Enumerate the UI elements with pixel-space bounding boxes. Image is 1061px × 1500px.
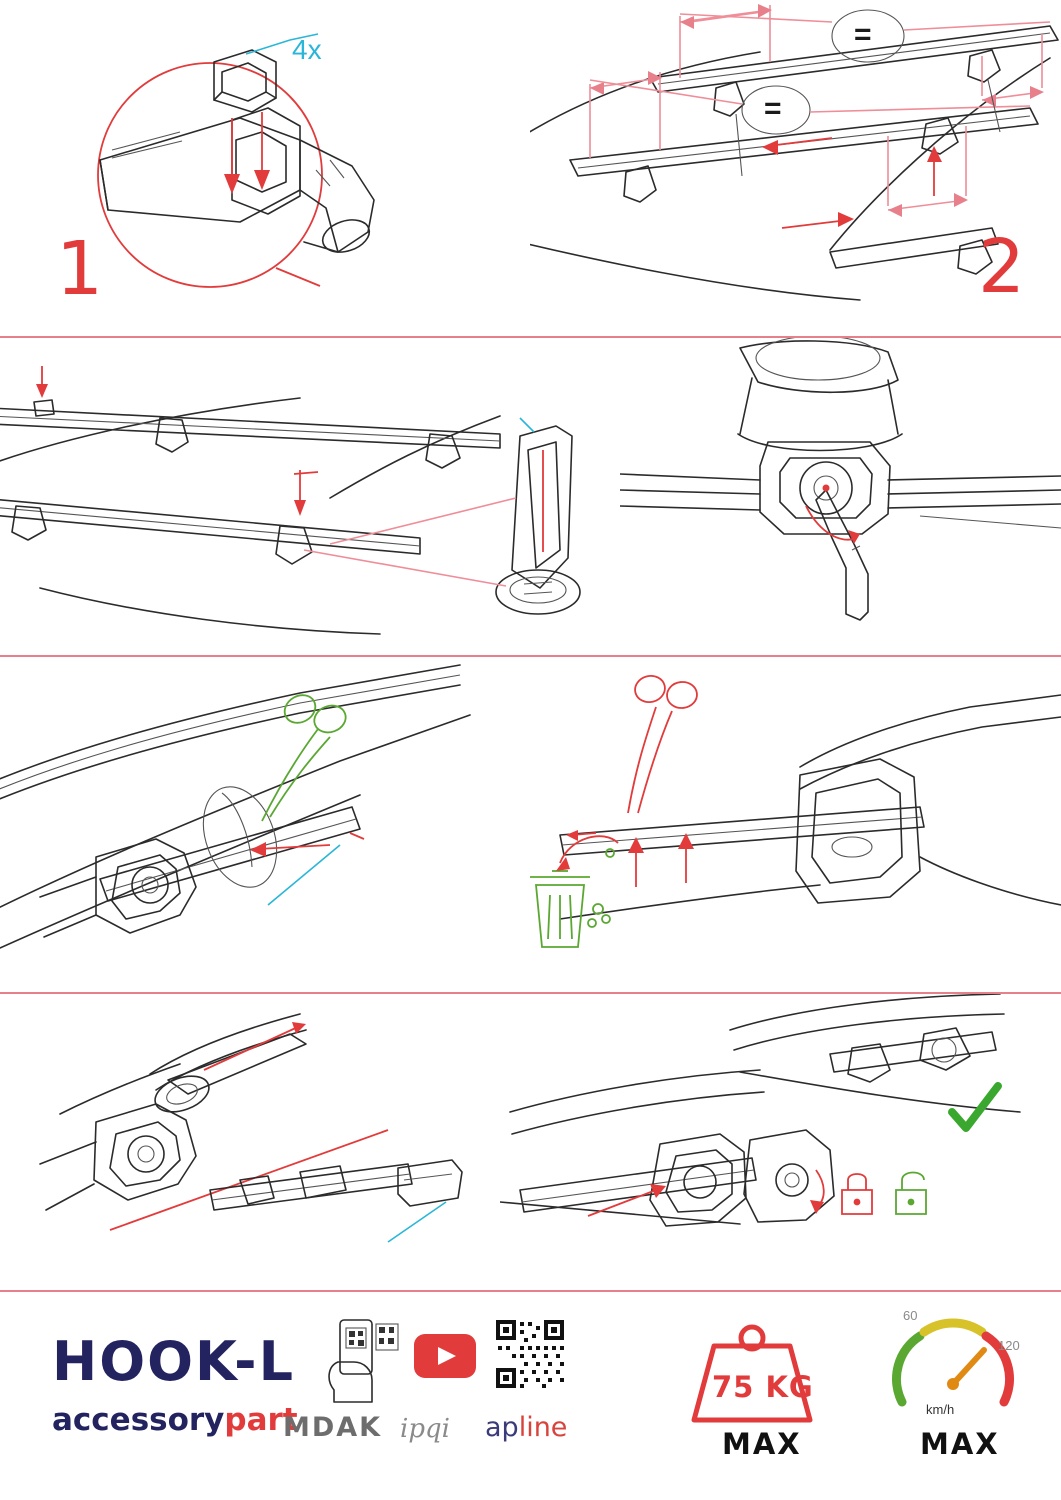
speed-tick-120: 120 [998,1338,1020,1353]
annotation-equal-front: = [764,92,782,125]
step-number-2: 2 [978,224,1027,310]
brand-logo [52,1402,298,1438]
annotation-equal-rear: = [854,18,872,51]
annotation-quantity-4x: 4x [292,34,322,65]
smartphone-qr-scan-icon [320,1318,406,1404]
max-load-value: 75 KG [712,1370,814,1404]
step-3-illustration [0,338,620,655]
step-panel-7 [0,994,500,1290]
step-panel-1 [0,0,530,336]
footer [0,1290,1061,1500]
partner-mdak: MDAK [283,1412,383,1443]
youtube-play-icon[interactable] [414,1334,476,1378]
product-title: HOOK-L [52,1330,295,1393]
brand-logo-part2: part [224,1402,298,1438]
step-panel-3 [0,338,620,655]
partner-apline-part2: line [518,1412,568,1443]
partner-ipqi: ipqi [400,1414,450,1444]
partner-apline-part1: ap [485,1412,519,1443]
step-6-illustration [500,657,1061,992]
speed-tick-60: 60 [903,1308,918,1323]
step-7-illustration [0,994,500,1290]
max-load-label: MAX [722,1427,802,1461]
step-panel-5 [0,657,500,992]
step-number-1: 1 [56,226,105,312]
qr-code-icon [494,1318,566,1390]
step-5-illustration [0,657,500,992]
step-panel-4 [620,338,1061,655]
step-4-illustration [620,338,1061,655]
step-panel-8 [500,994,1061,1290]
partner-apline [485,1412,567,1443]
step-panel-6 [500,657,1061,992]
step-8-illustration [500,994,1061,1290]
step-panel-2 [530,0,1061,336]
brand-logo-part1: accessory [52,1402,225,1438]
max-speed-label: MAX [920,1427,1000,1461]
speed-unit-label: km/h [926,1402,955,1417]
